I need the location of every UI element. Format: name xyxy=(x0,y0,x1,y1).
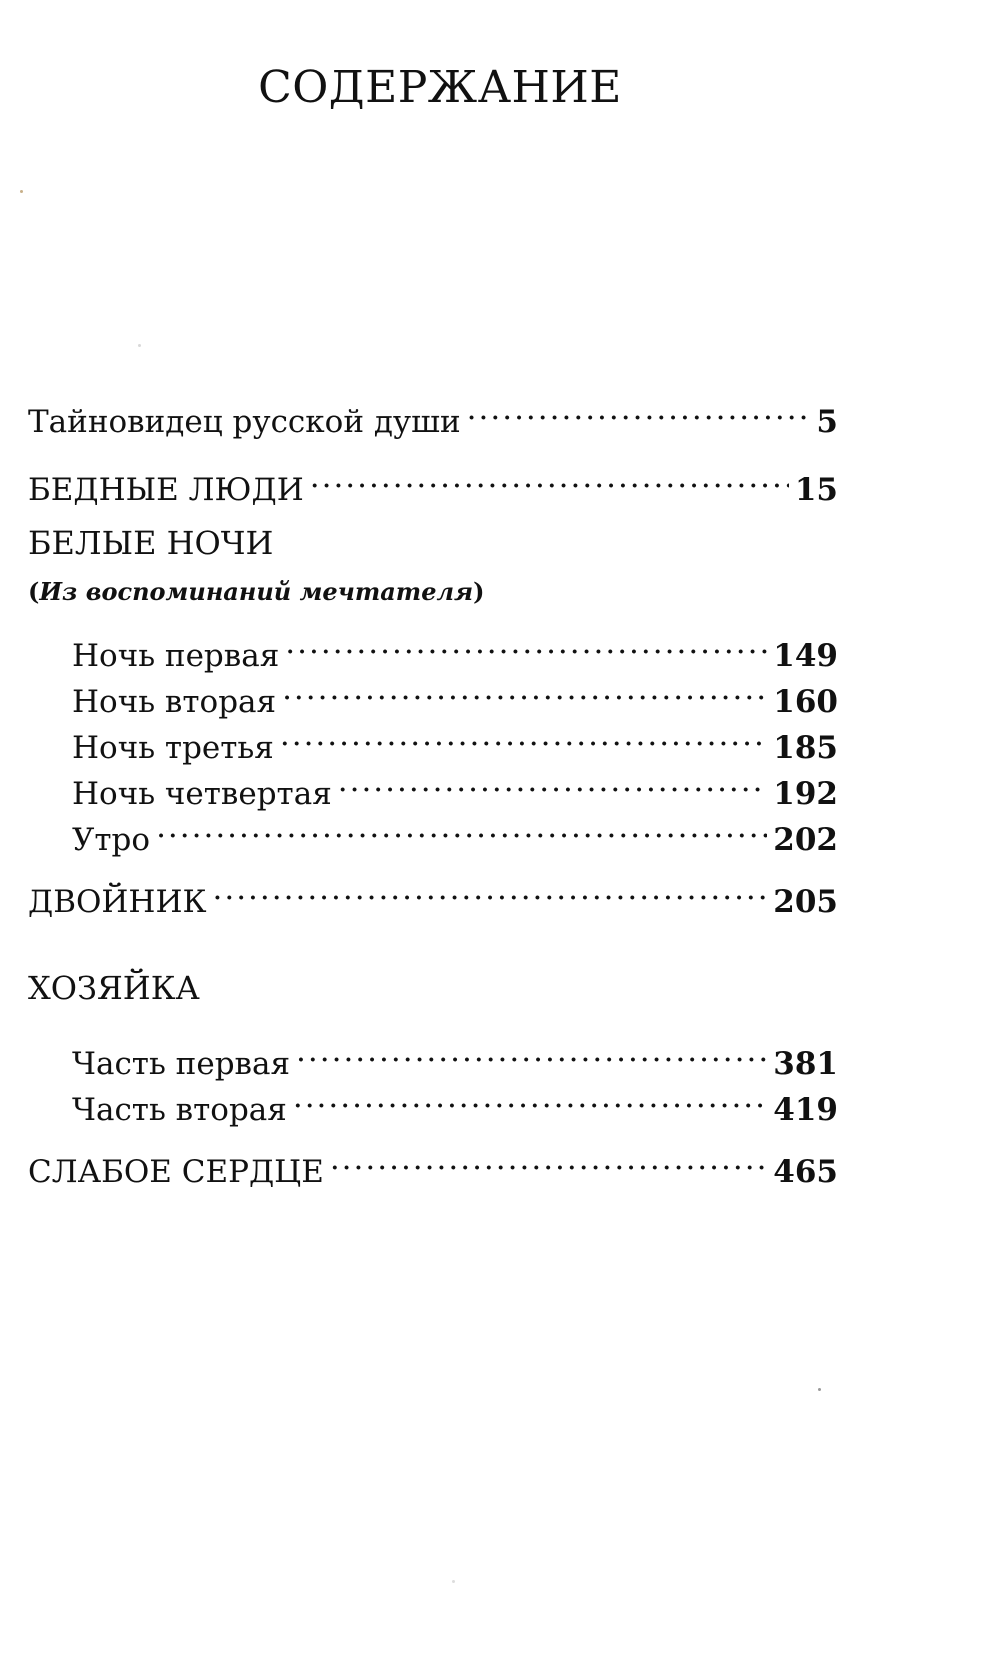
toc-entry-page: 381 xyxy=(773,1046,838,1082)
toc-entry-label: Утро xyxy=(72,822,151,858)
toc-entry-part-1[interactable] xyxy=(72,1034,838,1084)
page-title: СОДЕРЖАНИЕ xyxy=(258,62,622,113)
toc-entry-page: 185 xyxy=(773,730,838,766)
toc-entry-label: ДВОЙНИК xyxy=(28,884,207,920)
toc-entry-label: Ночь вторая xyxy=(72,684,277,720)
paper-speck xyxy=(20,190,23,193)
toc-entry-page: 15 xyxy=(794,472,838,508)
toc-entry-night-4[interactable] xyxy=(72,764,838,814)
toc-entry-night-2[interactable] xyxy=(72,672,838,722)
dot-leader xyxy=(282,672,767,712)
toc-entry-intro[interactable] xyxy=(28,392,838,442)
paper-speck xyxy=(138,344,141,347)
toc-entry-page: 202 xyxy=(773,822,838,858)
toc-entry-label: СЛАБОЕ СЕРДЦЕ xyxy=(28,1154,324,1190)
toc-entry-page: 149 xyxy=(773,638,838,674)
toc-entry-double[interactable] xyxy=(28,872,838,922)
toc-entry-weak-heart[interactable] xyxy=(28,1142,838,1192)
dot-leader xyxy=(213,872,768,912)
paper-speck xyxy=(818,1388,821,1391)
dot-leader xyxy=(310,460,789,500)
toc-entry-page: 205 xyxy=(773,884,838,920)
toc-entry-page: 192 xyxy=(773,776,838,812)
toc-entry-page: 419 xyxy=(773,1092,838,1128)
dot-leader xyxy=(285,626,767,666)
paper-speck xyxy=(452,1580,455,1583)
subtitle-text: Из воспоминаний мечтателя xyxy=(39,577,474,606)
toc-entry-page: 5 xyxy=(816,404,838,440)
toc-entry-label: Тайновидец русской души xyxy=(28,404,461,440)
subtitle-open-paren: ( xyxy=(28,577,40,606)
section-heading-landlady: ХОЗЯЙКА xyxy=(28,969,200,1007)
section-subtitle xyxy=(28,576,485,608)
toc-entry-label: Ночь четвертая xyxy=(72,776,332,812)
section-heading-white-nights: БЕЛЫЕ НОЧИ xyxy=(28,524,274,562)
toc-entry-label: БЕДНЫЕ ЛЮДИ xyxy=(28,472,304,508)
dot-leader xyxy=(293,1080,767,1120)
toc-entry-label: Ночь первая xyxy=(72,638,280,674)
dot-leader xyxy=(156,810,767,850)
dot-leader xyxy=(296,1034,767,1074)
toc-entry-night-1[interactable] xyxy=(72,626,838,676)
toc-entry-part-2[interactable] xyxy=(72,1080,838,1130)
toc-entry-night-3[interactable] xyxy=(72,718,838,768)
toc-entry-label: Часть первая xyxy=(72,1046,291,1082)
subtitle-close-paren: ) xyxy=(473,577,485,606)
toc-entry-page: 160 xyxy=(773,684,838,720)
dot-leader xyxy=(467,392,811,432)
dot-leader xyxy=(280,718,767,758)
toc-entry-label: Ночь третья xyxy=(72,730,274,766)
toc-entry-poor-folk[interactable] xyxy=(28,460,838,510)
toc-entry-label: Часть вторая xyxy=(72,1092,287,1128)
dot-leader xyxy=(338,764,768,804)
toc-entry-page: 465 xyxy=(773,1154,838,1190)
toc-entry-morning[interactable] xyxy=(72,810,838,860)
dot-leader xyxy=(330,1142,767,1182)
